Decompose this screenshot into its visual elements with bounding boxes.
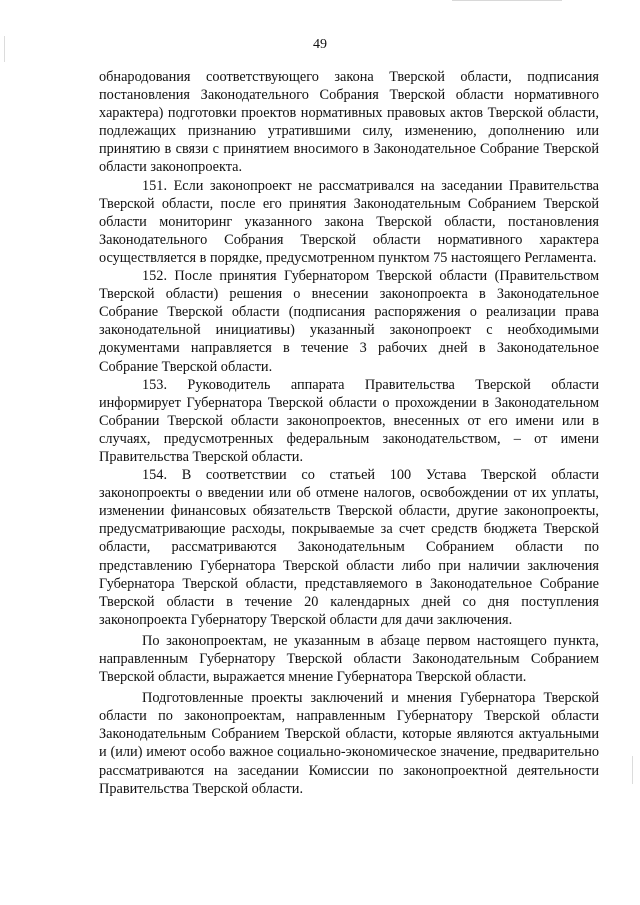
document-body (99, 68, 599, 798)
paragraph-154: 154. В соответствии со статьей 100 Устава Тверской области законопроекты о введении или об отмене налогов, освобождении от их уплаты, изменении финансовых обязательств Тверской области, другие законопроекты, предусматривающие расходы, покрываемые за счет средств бюджета Тверской области, рассматриваются Законодательным Собранием области по представлению Губернатора Тверской области либо при наличии заключения Губернатора Тверской области, представляемого в Законодательное Собрание Тверской области в течение 20 календарных дней со дня поступления законопроекта Губернатору Тверской области для дачи заключения. (99, 467, 599, 628)
paragraph-153: 153. Руководитель аппарата Правительства Тверской области информирует Губернатора Тверской области о прохождении в Законодательном Собрании Тверской области законопроектов, внесенных от его имени или в случаях, предусмотренных федеральным законодательством, – от имени Правительства Тверской области. (99, 376, 599, 465)
paragraph-152: 152. После принятия Губернатором Тверской области (Правительством Тверской области) решения о внесении законопроекта в Законодательное Собрание Тверской области (подписания распоряжения о реализации права законодательной инициативы) указанный законопроект с необходимыми документами направляется в течение 3 рабочих дней в Законодательное Собрание Тверской области. (99, 268, 599, 375)
paragraph: По законопроектам, не указанным в абзаце первом настоящего пункта, направленным Губернатору Тверской области Законодательным Собранием Тверской области, выражается мнение Губернатора Тверской области. (99, 632, 599, 686)
page-number: 49 (313, 37, 327, 52)
paragraph: Подготовленные проекты заключений и мнения Губернатора Тверской области по законопроектам, направленным Губернатору Тверской области Законодательным Собранием Тверской области, которые являются актуальными и (или) имеют особо важное социально-экономическое значение, предварительно рассматриваются на заседании Комиссии по законопроектной деятельности Правительства Тверской области. (99, 690, 599, 797)
scan-artifact (632, 756, 633, 784)
scan-artifact (452, 0, 562, 1)
paragraph-151: 151. Если законопроект не рассматривался на заседании Правительства Тверской области, после его принятия Законодательным Собранием Тверской области мониторинг указанного закона Тверской области, постановления Законодательного Собрания Тверской области нормативного характера осуществляется в порядке, предусмотренном пунктом 75 настоящего Регламента. (99, 177, 599, 266)
paragraph: обнародования соответствующего закона Тверской области, подписания постановления Законодательного Собрания Тверской области нормативного характера) подготовки проектов нормативных правовых актов Тверской области, подлежащих признанию утратившими силу, изменению, дополнению или принятию в связи с принятием вносимого в Законодательное Собрание Тверской области законопроекта. (99, 69, 599, 176)
